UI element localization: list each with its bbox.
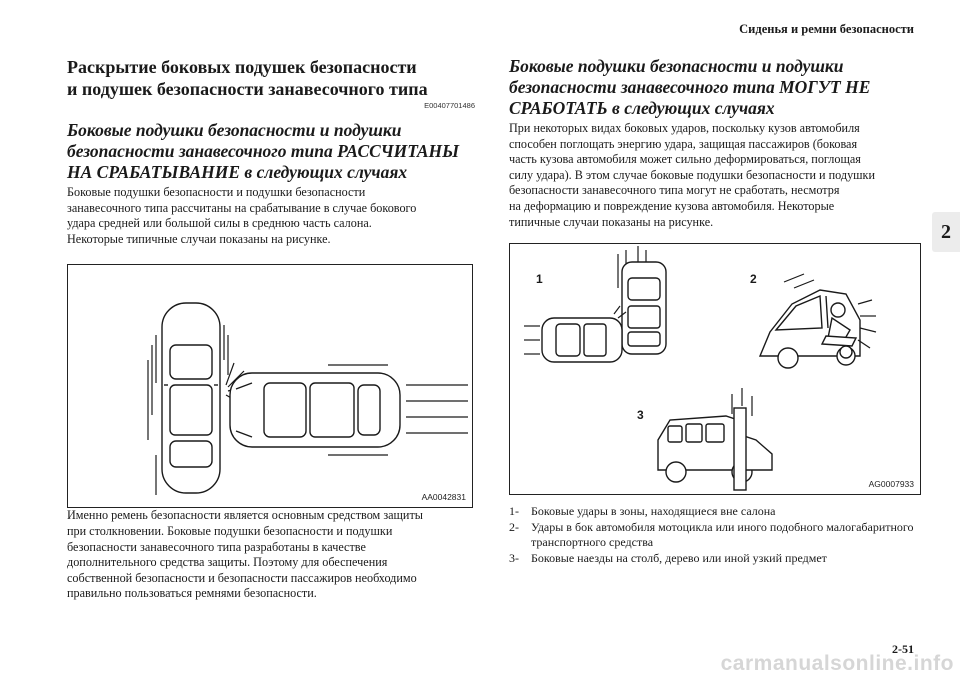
no-deploy-subtitle-line3: СРАБОТАТЬ в следующих случаях: [509, 98, 775, 118]
left-column: [67, 56, 475, 602]
section-title-line1: Раскрытие боковых подушек безопасности: [67, 57, 417, 77]
deploy-paragraph-line: Некоторые типичные случаи показаны на рисунке.: [67, 231, 331, 246]
deploy-subtitle-line3: НА СРАБАТЫВАНИЕ в следующих случаях: [67, 162, 408, 182]
seatbelt-paragraph-line: безопасности занавесочного типа разработаны в качестве: [67, 539, 366, 554]
seatbelt-paragraph-line: дополнительного средства защиты. Поэтому для обеспечения: [67, 555, 388, 570]
seatbelt-paragraph-line: собственной безопасности и безопасности пассажиров необходимо: [67, 570, 417, 585]
legend-number: 2-: [509, 519, 519, 534]
chapter-tab: 2: [932, 212, 960, 252]
no-deploy-illustration: [510, 244, 920, 494]
legend-text: Удары в бок автомобиля мотоцикла или иного подобного малогабаритного транспортного средства: [531, 519, 914, 550]
legend-number: 3-: [509, 550, 519, 565]
seatbelt-paragraph-line: правильно пользоваться ремнями безопасности.: [67, 586, 317, 601]
side-impact-figure: [67, 264, 473, 508]
figure-code: AA0042831: [421, 492, 466, 503]
legend-text: Боковые удары в зоны, находящиеся вне салона: [531, 504, 776, 519]
page-number: 2-51: [892, 642, 914, 656]
deploy-subtitle: [67, 120, 475, 183]
deploy-paragraph-line: удара средней или большой силы в среднюю часть салона.: [67, 216, 372, 231]
no-deploy-paragraph-line: часть кузова автомобиля может сильно деформироваться, поглощая: [509, 152, 861, 167]
deploy-subtitle-line2: безопасности занавесочного типа РАССЧИТАНЫ: [67, 141, 460, 161]
no-deploy-figure: [509, 243, 921, 495]
reference-code: E00407701486: [424, 101, 475, 110]
section-title: [67, 56, 475, 100]
right-column: [509, 56, 919, 566]
seatbelt-paragraph: [67, 508, 475, 602]
figure-code: AG0007933: [868, 479, 914, 490]
watermark: carmanualsonline.info: [720, 652, 954, 675]
figure-label-2: 2: [750, 272, 757, 287]
no-deploy-paragraph-line: способен поглощать энергию удара, защищая пассажиров (боковая: [509, 136, 858, 151]
deploy-subtitle-line1: Боковые подушки безопасности и подушки: [67, 120, 402, 140]
section-title-line2: и подушек безопасности занавесочного типа: [67, 79, 428, 99]
figure-label-3: 3: [637, 408, 644, 423]
no-deploy-paragraph-line: на деформацию и повреждение кузова автомобиля. Некоторые: [509, 198, 835, 213]
running-header: Сиденья и ремни безопасности: [739, 22, 914, 36]
no-deploy-paragraph: [509, 121, 919, 230]
legend-text: Боковые наезды на столб, дерево или иной узкий предмет: [531, 550, 827, 565]
no-deploy-subtitle: [509, 56, 919, 119]
no-deploy-subtitle-line1: Боковые подушки безопасности и подушки: [509, 56, 844, 76]
figure-label-1: 1: [536, 272, 543, 287]
legend-number: 1-: [509, 504, 519, 519]
side-impact-illustration: [68, 265, 472, 507]
seatbelt-paragraph-line: при столкновении. Боковые подушки безопасности и подушки: [67, 523, 393, 538]
deploy-paragraph-line: занавесочного типа рассчитаны на срабатывание в случае бокового: [67, 200, 417, 215]
legend-item: [509, 520, 919, 551]
no-deploy-subtitle-line2: безопасности занавесочного типа МОГУТ НЕ: [509, 77, 871, 97]
no-deploy-paragraph-line: силу удара). В этом случае боковые подушки безопасности и подушки: [509, 167, 875, 182]
figure-legend: [509, 504, 919, 566]
no-deploy-paragraph-line: типичные случаи показаны на рисунке.: [509, 214, 714, 229]
seatbelt-paragraph-line: Именно ремень безопасности является основным средством защиты: [67, 508, 423, 523]
no-deploy-paragraph-line: При некоторых видах боковых ударов, поскольку кузов автомобиля: [509, 121, 860, 135]
legend-item: [509, 504, 919, 520]
legend-item: [509, 551, 919, 567]
deploy-paragraph: [67, 185, 475, 247]
no-deploy-paragraph-line: безопасности занавесочного типа могут не сработать, несмотря: [509, 183, 840, 198]
deploy-paragraph-line: Боковые подушки безопасности и подушки безопасности: [67, 185, 366, 199]
